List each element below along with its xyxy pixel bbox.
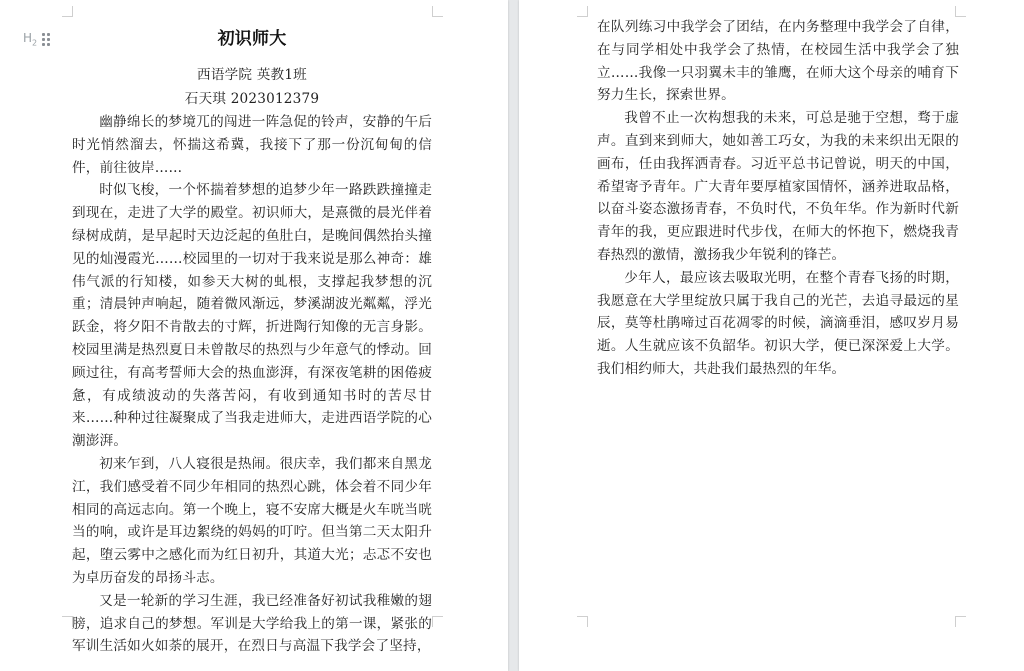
document-page-left	[0, 0, 508, 671]
crop-mark-top-left	[62, 6, 73, 17]
paragraph[interactable]: 幽静绵长的梦境兀的闯进一阵急促的铃声，安静的午后时光悄然溜去，怀揣这希冀，我接下了那一份沉甸甸的信件，前往彼岸……	[72, 114, 432, 176]
heading-style-handle[interactable]	[23, 31, 50, 47]
paragraph[interactable]: 少年人，最应该去吸取光明，在整个青春飞扬的时期，我愿意在大学里绽放只属于我自己的光芒，去追寻最远的星辰，莫等杜鹃啼过百花凋零的时候，滴滴垂泪，感叹岁月易逝。人生就应该不负韶华。初识大学，便已深深爱上大学。我们相约师大，共赴我们最热烈的年华。	[597, 269, 959, 377]
paragraph[interactable]: 初来乍到，八人寝很是热闹。很庆幸，我们都来自黑龙江，我们感受着不同少年相同的热烈心跳，体会着不同少年相同的高远志向。第一个晚上，寝不安席大概是火车咣当咣当的响，或许是耳边絮绕的妈妈的叮咛。但当第二天太阳升起，堕云雾中之感化而为红日初升，其道大光；忐忑不安也为卓历奋发的昂扬斗志。	[72, 455, 432, 586]
author-name-line[interactable]: 石天琪 2023012379	[184, 91, 320, 107]
document-title[interactable]: 初识师大	[217, 29, 287, 49]
left-page-content[interactable]	[72, 27, 432, 658]
crop-mark-bottom-right	[432, 616, 443, 627]
crop-mark-bottom-left	[577, 616, 588, 627]
paragraph-continuation[interactable]: 在队列练习中我学会了团结，在内务整理中我学会了自律，在与同学相处中我学会了热情，在校园生活中我学会了独立……我像一只羽翼未丰的雏鹰，在师大这个母亲的哺育下努力生长，探索世界。	[597, 19, 959, 104]
right-page-content[interactable]	[597, 16, 959, 381]
crop-mark-bottom-right	[955, 616, 966, 627]
drag-handle-icon[interactable]	[42, 33, 50, 46]
heading-2-icon: $H_2$	[23, 31, 38, 48]
paragraph[interactable]: 又是一轮新的学习生涯，我已经准备好初试我稚嫩的翅膀，追求自己的梦想。军训是大学给我上的第一课，紧张的军训生活如火如荼的展开，在烈日与高温下我学会了坚持，	[72, 592, 432, 655]
crop-mark-top-left	[577, 6, 588, 17]
paragraph[interactable]: 我曾不止一次构想我的未来，可总是驰于空想，骛于虚声。直到来到师大，她如善工巧女，为我的未来织出无限的画布，任由我挥洒青春。习近平总书记曾说，明天的中国，希望寄予青年。广大青年要厚植家国情怀，涵养进取品格，以奋斗姿态激扬青春，不负时代，不负年华。作为新时代新青年的我，更应跟进时代步伐，在师大的怀抱下，燃烧我青春热烈的激情，激扬我少年锐利的锋芒。	[597, 110, 959, 263]
author-class-line[interactable]: 西语学院 英教1班	[197, 67, 307, 83]
crop-mark-top-right	[432, 6, 443, 17]
document-page-right	[519, 0, 1024, 671]
paragraph[interactable]: 时似飞梭，一个怀揣着梦想的追梦少年一路跌跌撞撞走到现在，走进了大学的殿堂。初识师大，是熹微的晨光伴着绿树成荫，是早起时天边泛起的鱼肚白，是晚间偶然抬头撞见的灿漫霞光……校园里的一切对于我来说是那么神奇：雄伟气派的行知楼，如参天大树的虬根，支撑起我梦想的沉重；清晨钟声响起，随着微风渐远，梦溪湖波光粼粼，浮光跃金，将夕阳不肯散去的寸辉，折进陶行知像的无言身影。校园里满是热烈夏日未曾散尽的热烈与少年意气的悸动。回顾过往，有高考誓师大会的热血澎湃，有深夜笔耕的困倦疲惫，有成绩波动的失落苦闷，有收到通知书时的苦尽甘来……种种过往凝聚成了当我走进师大，走进西语学院的心潮澎湃。	[72, 182, 432, 450]
